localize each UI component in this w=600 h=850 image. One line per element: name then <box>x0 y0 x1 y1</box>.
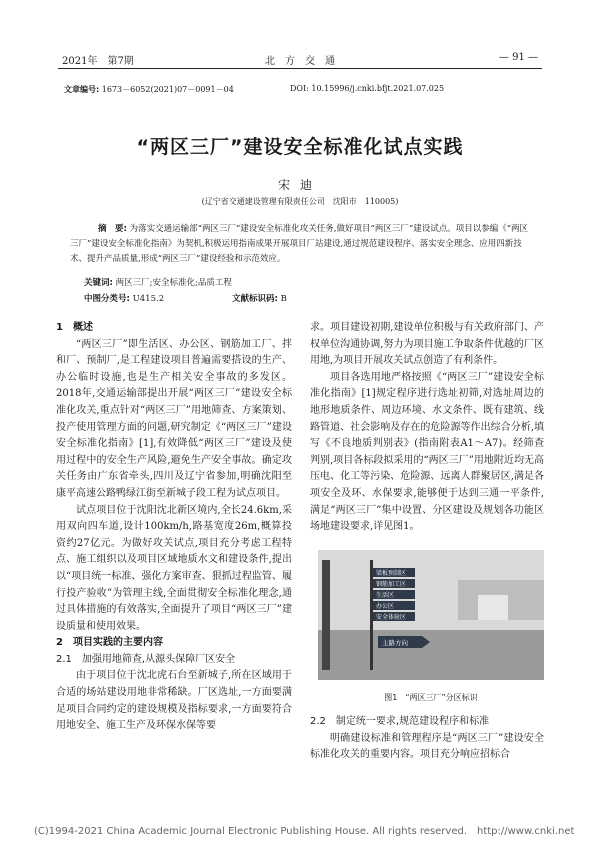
figure-1-photo <box>318 550 544 680</box>
ground <box>318 630 544 680</box>
sign-label: 办公区 <box>376 603 395 610</box>
sign-label: 安全体验区 <box>376 614 407 621</box>
clc-label: 中图分类号: <box>84 294 130 304</box>
page-number: — 91 — <box>498 52 538 63</box>
paragraph: 由于项目位于沈北虎石台至新城子,所在区域用于合适的场站建设用地非常稀缺。厂区选址,一方面要满足项目合同约定的建设规模及指标要求,一方面要符合用地安全、施工生产及环保水保等要 <box>56 670 292 732</box>
section-2-heading: 2 项目实践的主要内容 <box>56 637 163 649</box>
abstract-label: 摘 要: <box>98 224 127 234</box>
article-number <box>64 84 234 95</box>
truck <box>478 595 508 620</box>
sign-group <box>373 568 415 621</box>
paragraph: 试点项目位于沈阳沈北新区境内,全长24.6km,采用双向四车道,设计100km/h,路基宽度26m,概算投资约27亿元。为做好攻关试点,项目充分考虑工程特点、施工组织以及项目区域地质水文和建设条件,提出以“项目统一标准、强化方案审查、狠抓过程监管、履行投产验收”为管理主线,全面贯彻安全标准化理念,通过具体措施的有效落实,全面提升了项目“两区三厂”建设质量和使用效果。 <box>56 504 292 632</box>
doc-code-value: B <box>280 294 287 304</box>
clc-value: U415.2 <box>132 294 165 304</box>
copyright-footer: (C)1994-2021 China Academic Journal Electronic Publishing House. All rights reserved. http://www.cnki.net <box>34 826 575 837</box>
abstract <box>70 222 530 267</box>
article-number-value: 1673－6052(2021)07－0091－04 <box>101 85 234 94</box>
direction-sign-label: 主路方向 <box>382 639 408 647</box>
keywords <box>84 276 232 288</box>
section-2-2-heading: 2.2 制定统一要求,规范建设程序和标准 <box>310 716 490 727</box>
crane-post <box>322 560 330 670</box>
header-rule <box>58 68 542 69</box>
section-2-1-heading: 2.1 加强用地筛查,从源头保障厂区安全 <box>56 653 236 665</box>
sign-label: 钢筋加工区 <box>376 581 407 588</box>
keywords-label: 关键词: <box>84 278 113 288</box>
doi-value[interactable]: 10.15996/j.cnki.bfjt.2021.07.025 <box>311 84 445 93</box>
section-1-heading: 1 概述 <box>56 322 93 333</box>
sign-label: 梁板预制区 <box>376 570 407 577</box>
issue-label: 2021年 第7期 <box>62 56 134 67</box>
abstract-text: 为落实交通运输部“两区三厂”建设安全标准化攻关任务,做好项目“两区三厂”建设试点。项目以参编《“两区三厂”建设安全标准化指南》为契机,积极运用指南成果开展项目厂站建设,通过规范建设程序、落实安全理念、应用四新技术、提升产品质量,形成“两区三厂”建设经验和示范效应。 <box>70 224 529 264</box>
doc-code <box>232 292 287 304</box>
paragraph: 明确建设标准和管理程序是“两区三厂”建设安全标准化攻关的重要内容。项目充分响应招标合 <box>310 732 544 761</box>
sign-pole <box>370 560 373 670</box>
doi[interactable] <box>290 84 444 93</box>
article-number-label: 文章编号: <box>64 85 100 94</box>
paper-title: “两区三厂”建设安全标准化试点实践 <box>136 136 464 158</box>
paragraph: “两区三厂”即生活区、办公区、钢筋加工厂、拌和厂、预制厂,是工程建设项目普遍需要搭设的生产、办公临时设施,也是生产相关安全事故的多发区。2018年,交通运输部提出开展“两区三厂”建设安全标准化攻关,重点针对“两区三厂”用地筛查、方案策划、投产使用管理方面的问题,研究制定《“两区三厂”建设安全标准化指南》[1],有效降低“两区三厂”建设及使用过程中的安全生产风险,避免生产安全事故。确定攻关任务由广东省牵头,四川及辽宁省参加,明确沈阳至康平高速公路鸭绿江街至新城子段工程为试点项目。 <box>56 338 292 499</box>
affiliation: (辽宁省交通建设管理有限责任公司 沈阳市 110005) <box>201 197 399 206</box>
journal-name: 北 方 交 通 <box>265 56 335 67</box>
doc-code-label: 文献标识码: <box>232 294 278 304</box>
zone-sign-photo <box>318 550 544 680</box>
right-column-top <box>310 320 544 536</box>
doi-label: DOI: <box>290 84 309 93</box>
keywords-text: 两区三厂;安全标准化;品质工程 <box>115 278 232 288</box>
figure-1-caption: 图1 “两区三厂”分区标识 <box>384 693 478 702</box>
author-name: 宋迪 <box>277 178 322 192</box>
right-column-bottom <box>310 714 544 764</box>
clc-number <box>84 292 164 304</box>
paragraph: 求。项目建设初期,建设单位积极与有关政府部门、产权单位沟通协调,努力为项目施工争取条件优越的厂区用地,为项目开展攻关试点创造了有利条件。 <box>310 322 544 367</box>
sign-label: 生活区 <box>376 592 395 599</box>
paragraph: 项目各选用地严格按照《“两区三厂”建设安全标准化指南》[1]规定程序进行选址初筛,对选址周边的地形地质条件、周边环境、水文条件、既有建筑、线路管道、社会影响及存在的危险源等作出综合分析,填写《不良地质判别表》(指南附表A1～A7)。经筛查判别,项目各标段拟采用的“两区三厂”用地附近均无高压电、化工等污染、危险源、远离人群聚居区,满足各项安全及环、水保要求,能够便于达到三通一平条件,满足“两区三厂”集中设置、分区建设及规划各功能区场地建设要求,详见图1。 <box>310 371 544 533</box>
left-column <box>56 320 292 735</box>
